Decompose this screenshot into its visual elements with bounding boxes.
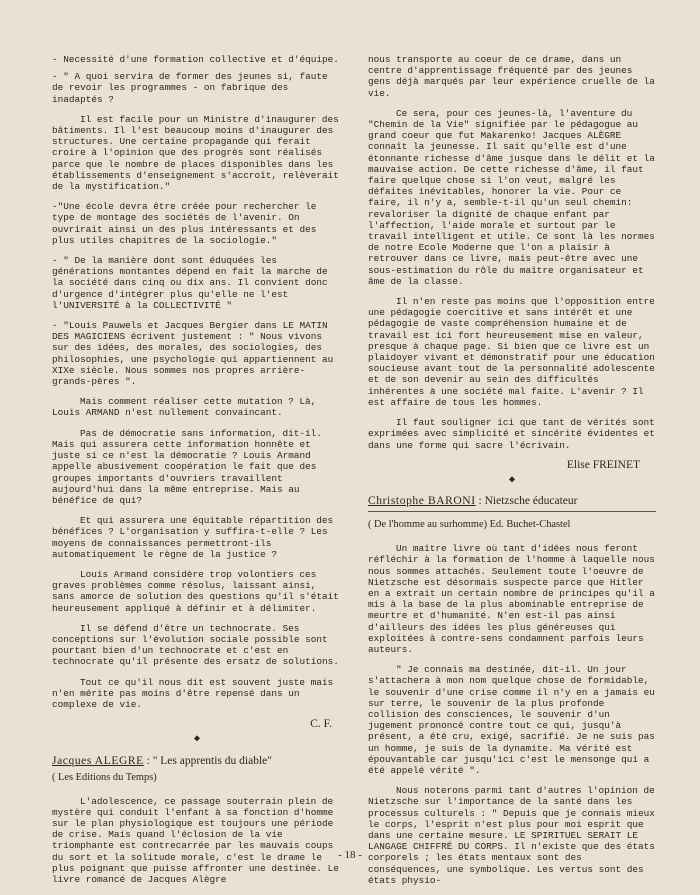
paragraph: Ce sera, pour ces jeunes-là, l'aventure du "Chemin de la Vie" signifiée par le pédagogue au grand coeur que fut Makarenko! Jacques ALÈGRE connaît la jeunesse. Il sait qu'elle est d'une étonnante richesse d'âme jusque dans le délit et la mauvaise action. De cette richesse d'âme, il faut faire quelque chose si l'on veut, malgré les défaites inévitables, honorer la vie. Pour ce faire, il n'y a, semble-t-il qu'un seul chemin: revaloriser la dignité de chaque enfant par l'affection, l'aide morale et surtout par le travail intelligent et utile. Ce sont là les normes de notre Ecole Moderne que l'on a plaisir à retrouver dans ce livre, mais peut-être avec une sous-estimation du rôle du maître organisateur et âme de la classe. [368,107,655,287]
paragraph: - " De la manière dont sont éduquées les générations montantes dépend en fait la marche de la société dans cinq ou dix ans. Il convient donc d'urgence d'intégrer plus qu'elle ne l'est l'UNIVERSITÉ à la COLLECTIVITÉ " [52,255,328,311]
paragraph: Tout ce qu'il nous dit est souvent juste mais n'en mérite pas moins d'être repensé dans un complexe de vie. [52,676,334,710]
paragraph: Louis Armand considère trop volontiers ces graves problèmes comme résolus, laissant ainsi, sans amorce de solution des questions qu'il s'était heureusement appliqué à définir et à délimiter. [52,568,339,614]
paragraph: Il n'en reste pas moins que l'opposition entre une pédagogie coercitive et sans intérêt et une pédagogie de vaste compréhension humaine et de travail est ici fort heureusement mise en valeur, presque à chaque page. Si bien que ce livre est un plaidoyer vivant et démonstratif pour une éducation soucieuse avant tout de la personnalité adolescente et de son devenir au sein des difficultés inhérentes à une société mal faite. L'avenir ? Il est affaire de tous les hommes. [368,296,655,408]
paragraph: Il est facile pour un Ministre d'inaugurer des bâtiments. Il l'est beaucoup moins d'inaugurer des structures. Une certaine propagande qui ferait croire à l'opinion que des progrès sont réalisés parce que le nombre de places disponibles dans les établissements d'enseignement s'accroît, relèverait de la mystification." [52,113,339,193]
signature: Elise FREINET [566,458,640,471]
paragraph: L'adolescence, ce passage souterrain plein de mystère qui conduit l'enfant à sa fonction d'homme sur le plan physiologique est toujours une période de crise. Mais quand l'éclosion de la vie triomphante est contrecarrée par les mauvais coups du sort et la solitude morale, c'est le drame le plus poignant que puisse affronter une destinée. Le livre romancé de Jacques Alègre [52,795,339,885]
review-subtitle-line [368,518,656,531]
divider [368,511,656,512]
review-heading [52,754,342,769]
paragraph: Mais comment réaliser cette mutation ? Là, Louis ARMAND n'est nullement convaincant. [52,396,317,419]
review-author: Jacques ALEGRE [52,754,144,767]
paragraph: - Necessité d'une formation collective et d'équipe. [52,54,339,65]
right-column [368,54,656,895]
paragraph: Et qui assurera une équitable répartition des bénéfices ? L'organisation y suffira-t-elle ? Les moyens de connaissances permettront-ils automatiquement le règne de la justice ? [52,515,334,560]
paragraph: -"Une école devra être créée pour rechercher le type de montage des sociétés de l'avenir. On ouvrirait ainsi un des plus intéressants et des plus utiles chapitres de la sociologie." [52,201,317,246]
paragraph: - " A quoi servira de former des jeunes si, faute de revoir les programmes - on fabrique des inadaptés ? [52,71,328,105]
review-publisher: Ed. Buchet-Chastel [489,519,571,531]
paragraph: nous transporte au coeur de ce drame, dans un centre d'apprentissage fréquenté par des jeunes gens déjà marqués par leur expérience cruelle de la vie. [368,54,655,99]
review-subtitle: ( De l'homme au surhomme) [368,519,488,531]
left-column [52,54,342,894]
review-title: : Nietzsche éducateur [478,495,578,508]
paragraph: Il faut souligner ici que tant de vérités sont exprimées avec simplicité et sincérité évidentes et dans une forme qui sacre l'écrivain. [368,417,655,451]
signature: C. F. [310,718,332,731]
paragraph: Un maître livre où tant d'idées nous feront réfléchir à la formation de l'homme à laquelle nous nous sommes attachés. Seulement toute l'oeuvre de Nietzsche est désormais suspecte parce que Hitler en a extrait un certain nombre de principes qu'il a mis à la base de la plus abominable entreprise de meurtre et d'humanité. N'en est-il pas ainsi d'ailleurs des idées les plus généreuses qui exploitées à contre-sens condamnent parfois leurs auteurs. [368,543,655,655]
diamond-separator-icon: ◆ [508,474,516,486]
paragraph: - "Louis Pauwels et Jacques Bergier dans LE MATIN DES MAGICIENS écrivent justement : " Nous vivons sur des idées, des morales, des sociologies, des philosophies, une psychologie qui appartiennent au XIXe siècle. Nous sommes nos propres arrière-grands-pères ". [52,320,334,388]
paragraph: Pas de démocratie sans information, dit-il. Mais qui assurera cette information honnête et juste si ce n'est la démocratie ? Louis Armand appelle abusivement coopération le fait que des groupes importants d'ouvriers travaillent aujourd'hui dans la même entreprise. Mais au bénéfice de qui? [52,427,322,506]
page-number: - 18 - [338,849,362,861]
paragraph: Il se défend d'être un technocrate. Ses conceptions sur l'évolution sociale possible sont pourtant bien d'un technocrate et c'est en technocrate qu'il présente des ersatz de solutions. [52,622,339,668]
review-author: Christophe BARONI [368,495,476,508]
paragraph: Nous noterons parmi tant d'autres l'opinion de Nietzsche sur l'importance de la santé dans les processus culturels : " Depuis que je connais mieux le corps, l'esprit n'est plus pour moi esprit que dans une certaine mesure. LE SPIRITUEL SERAIT LE LANGAGE CHIFFRÉ DU CORPS. Il n'existe que des états corporels ; les états mentaux sont des conséquences, une symbolique. Les vertus sont des états physio- [368,785,655,886]
paragraph: " Je connais ma destinée, dit-il. Un jour s'attachera à mon nom quelque chose de formidable, le souvenir d'une crise comme il n'y en a jamais eu sur terre, le souvenir de la plus profonde collision des consciences, le souvenir d'un jugement prononcé contre tout ce qui, jusqu'à présent, a été cru, exigé, sacrifié. Je ne suis pas un homme, je suis de la dynamite. Ma vérité est épouvantable car jusqu'ici c'est le mensonge qui a été appelé vérité ". [368,664,655,776]
review-heading [368,494,656,509]
review-title: : " Les apprentis du diable" [146,754,272,767]
review-publisher: ( Les Editions du Temps) [52,771,157,783]
diamond-separator-icon: ◆ [193,734,201,746]
